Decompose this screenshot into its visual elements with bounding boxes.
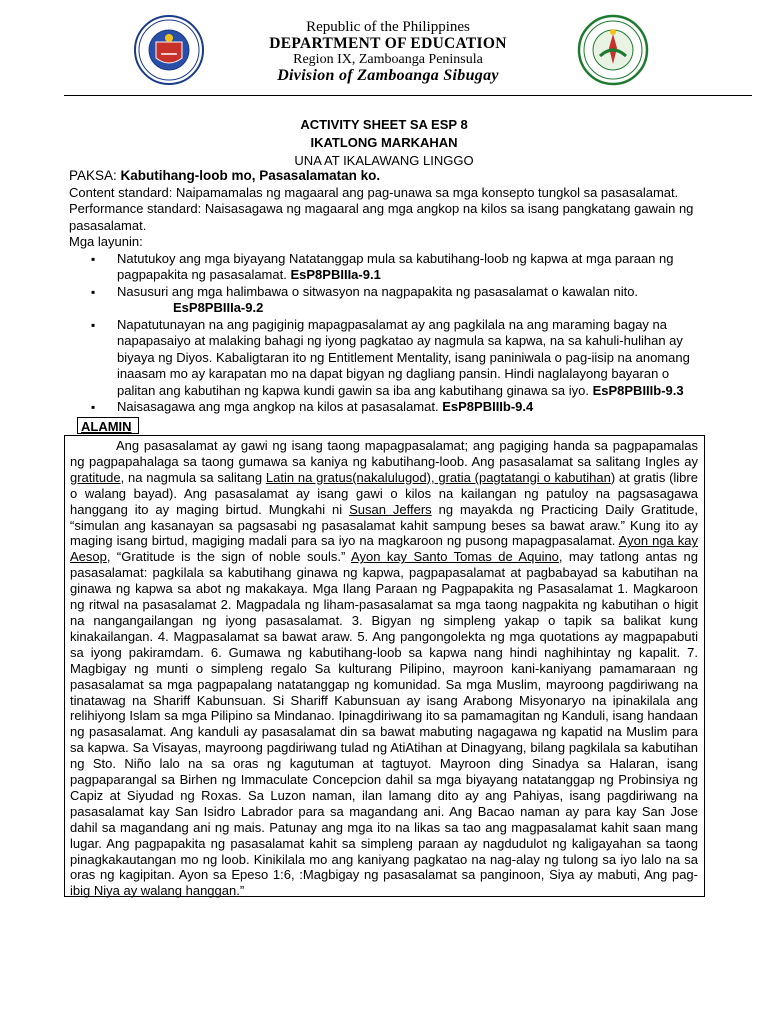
division-line: Division of Zamboanga Sibugay — [277, 66, 499, 84]
content-standard — [69, 185, 709, 202]
objective-code: EsP8PBIIIb-9.3 — [592, 382, 684, 398]
objective-item — [117, 251, 709, 284]
quarter-title: IKATLONG MARKAHAN — [310, 135, 458, 150]
letterhead-text — [232, 20, 544, 84]
alamin-text-part: ) at gratis (libre o walang bayad). Ang pasasalamat ay isang gawi o kilos na kailangan ng patuloy na pagsasagawa hanggang ito ay maging birtud. Mungkahi ni — [70, 469, 698, 517]
alamin-underlined: gratitude — [70, 469, 121, 485]
topic-value: Kabutihang-loob mo, Pasasalamatan ko. — [120, 168, 381, 183]
section-label-alamin: ALAMIN — [77, 417, 139, 434]
performance-standard-text: Naisasagawa ng magaaral ang mga angkop na kilos sa isang pangkatang gawain ng pasasalamat. — [69, 201, 694, 233]
content-standard-text: Naipamamalas ng magaaral ang pag-unawa sa mga konsepto tungkol sa pasasalamat. — [175, 184, 679, 200]
objectives-list — [69, 251, 709, 416]
alamin-text-part: Ang pasasalamat ay gawi ng isang taong mapagpasalamat; ang pagiging handa sa pagpapamalas ng pagpapahalaga sa taong gumawa sa kaniya ng kabutihang-loob. Ang pasasalamat sa salitang Ingles ay — [70, 438, 698, 469]
deped-seal-icon — [116, 14, 222, 86]
objective-code: EsP8PBIIIa-9.2 — [173, 300, 264, 315]
department-line: DEPARTMENT OF EDUCATION — [269, 35, 507, 52]
alamin-text-part: , “Gratitude is the sign of noble souls.” — [106, 549, 352, 565]
sheet-title: ACTIVITY SHEET SA ESP 8 — [300, 117, 468, 132]
objectives-label: Mga layunin: — [69, 234, 143, 249]
alamin-text-part: , na nagmula sa salitang — [120, 469, 266, 485]
topic-label: PAKSA: — [69, 168, 117, 183]
lesson-info — [69, 168, 709, 416]
objective-text: Napatutunayan na ang pagiginig mapagpasalamat ay ang pagkilala na ang maraming bagay na napapasaiyo at malaking bahagi ng iyong pagkatao ay nagmula sa kapwa, na sa kahuli-hulihan ay biyaya ng Diyos. Kabaligtaran ito ng Entitlement Mentality, isang paniniwala o pag-iisip na anomang inaasam mo ay karapatan mo na dapat bigyan ng dagliang pansin. Hindi naglalayong bayaran o palitan ang kabutihan ng kapwa kundi gawin sa iba ang kabutihang ginawa sa iyo. — [117, 316, 690, 398]
alamin-text — [70, 438, 698, 899]
alamin-text-part: , may tatlong antas ng pasasalamat: pagkilala sa kabutihang ginawa ng kapwa, pagpapasalamat at pagbabayad sa kabutihan na ginawa ng kapwa sa abot ng makakaya. Mga Ilang Paraan ng Pagpapakita ng Pasasalamat 1. Magkaroon ng ritwal na pasasalamat 2. Magpadala ng liham-pasasalamat sa mga taong nagpakita ng kabutihan o higit na nangangailangan ng iyong pasasalamat. 3. Bigyan ng simpleng yakap o tapik sa balikat kung kinakailangan. 4. Magpasalamat sa bawat araw. 5. Ang pangongolekta ng mga quotations ay magpapabuti sa iyong pakiramdam. 6. Gumawa ng kabutihang-loob sa kapwa nang hindi naghihintay ng kapalit. 7. Magbigay ng munti o simpleng regalo Sa kulturang Pilipino, mayroon kani-kaniyang pamamaraan ng pasasalamat sa mga pagpapalang natatanggap ng komunidad. Sa mga Muslim, mayroong pagdiriwang na tinatawag na Shariff Kabunsuan. Si Shariff Kabunsuan ay isang Arabong Misyonaryo na ipinakilala ang relihiyong Islam sa mga Pilipino sa Mindanao. Ipinagdiriwang ito sa pamamagitan ng Kanduli, isang handaan ng pasasalamat. Ang kanduli ay pasasalamat din sa bawat mabuting nagagawa ng kapatid na Muslim para sa kapwa. Sa Visayas, mayroong pagdiriwang tulad ng AtiAtihan at Dinagyang, bilang pagkilala sa kabutihan ng Sto. Niño lalo na sa oras ng kagutuman at tagtuyot. Mayroon ding Sinadya sa Halaran, isang pagpaparangal sa Birhen ng Immaculate Concepcion dahil sa mga biyayang natatanggap ng Probinsiya ng Capiz at Siyudad ng Roxas. Sa Luzon naman, ilan lamang dito ay ang Pahiyas, isang pagdiriwang na pasasalamat kay San Isidro Labrador para sa magandang ani. Ang Bacao naman ay para kay San Jose dahil sa magandang ani ng mais. Patunay ang mga ito na likas sa tao ang magpasalamat kahit saan mang lugar. Ang pagpapakita ng pasasalamat kahit sa simpleng paraan ay nagdudulot ng kaligayahan sa taong pinagkakautangan mo ng loob. Kinikilala mo ang kaniyang pagkatao na nag-alay ng tulong sa iyo lalo na sa oras ng kagipitan. Ayon sa Epeso 1:6, :Magbigay ng pasasalamat sa panginoon, Siya ay mabuti, Ang pag-ibig Niya ay walang hanggan.” — [70, 549, 698, 899]
performance-standard — [69, 201, 709, 234]
objective-item — [117, 399, 709, 416]
week-title: UNA AT IKALAWANG LINGGO — [294, 153, 474, 168]
alamin-underlined: Susan Jeffers — [349, 501, 432, 517]
alamin-text-part: ng mayakda ng Practicing Daily Gratitude, “simulan ang kasanayan sa pagsasabi ng pasasalamat kahit sampung beses sa bawat araw.” Kung ito ay maging isang birtud, magiging madali para sa iyo na magkaroon ng pusong mapagpasalamat. — [70, 501, 698, 549]
republic-line: Republic of the Philippines — [306, 19, 470, 35]
topic-line — [69, 168, 709, 185]
division-seal-icon — [556, 14, 670, 86]
alamin-underlined: Ayon nga kay Aesop — [70, 533, 698, 565]
header-rule — [64, 95, 752, 96]
sheet-titles — [64, 116, 704, 170]
objective-text: Naisasagawa ang mga angkop na kilos at pasasalamat. — [117, 399, 439, 414]
objective-text: Natutukoy ang mga biyayang Natatanggap mula sa kabutihang-loob ng kapwa at mga paraan ng pagpapakita ng pasasalamat. — [117, 250, 674, 282]
alamin-underlined: Ayon kay Santo Tomas de Aquino — [351, 549, 559, 565]
objective-code: EsP8PBIIIb-9.4 — [442, 399, 534, 414]
objective-item — [117, 317, 709, 400]
letterhead — [0, 0, 768, 98]
alamin-underlined: Latin na gratus(nakalulugod), gratia (pagtatangi o kabutihan — [265, 469, 611, 485]
performance-standard-label: Performance standard: — [69, 201, 202, 216]
objective-code: EsP8PBIIIa-9.1 — [290, 267, 381, 282]
content-standard-label: Content standard: — [69, 184, 173, 200]
objective-text: Nasusuri ang mga halimbawa o sitwasyon na nagpapakita ng pasasalamat o kawalan nito. — [117, 283, 639, 299]
objective-item — [117, 284, 709, 317]
region-line: Region IX, Zamboanga Peninsula — [293, 51, 483, 67]
